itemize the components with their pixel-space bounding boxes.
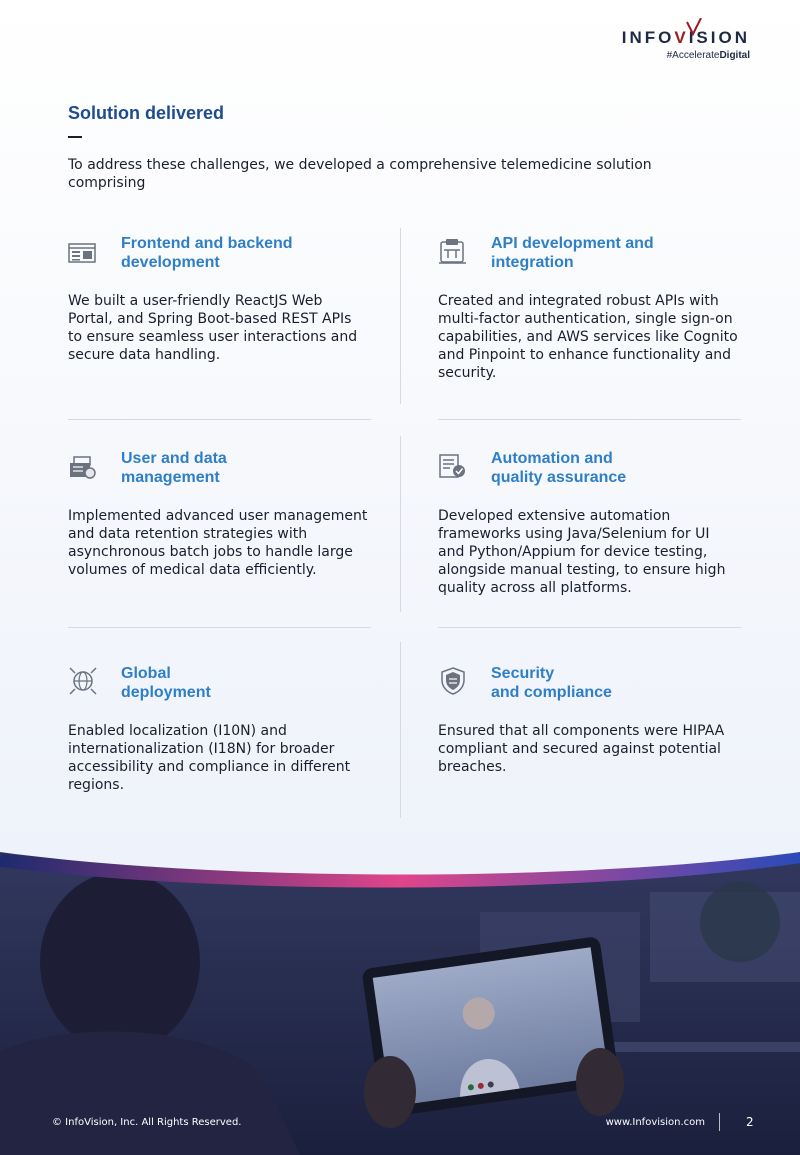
company-logo: [622, 28, 750, 61]
page-number: 2: [746, 1115, 754, 1129]
globe-icon: [68, 666, 98, 696]
grid-divider-horizontal: [68, 419, 371, 420]
logo-tagline: #AccelerateDigital: [666, 50, 750, 61]
telemedicine-photo: [0, 852, 800, 1155]
shield-icon: [438, 666, 468, 696]
section-title: Solution delivered: [68, 103, 225, 123]
web-portal-icon: [68, 236, 98, 266]
user-data-icon: [68, 451, 98, 481]
card-body: Implemented advanced user management and data retention strategies with asynchronous batch jobs to handle large volumes of medical data efficiently.: [68, 508, 368, 578]
grid-divider-vertical: [400, 642, 401, 818]
card-title: Frontend and backend development: [121, 235, 293, 271]
grid-divider-horizontal: [438, 627, 741, 628]
api-icon: [438, 236, 468, 266]
card-body: Developed extensive automation frameworks using Java/Selenium for UI and Python/Appium for device testing, alongside manual testing, to ensure high quality across all platforms.: [438, 508, 726, 596]
card-title: User and data management: [121, 450, 227, 486]
card-body: Ensured that all components were HIPAA compliant and secured against potential breaches.: [438, 723, 725, 775]
footer-copyright: © InfoVision, Inc. All Rights Reserved.: [52, 1117, 242, 1128]
grid-divider-vertical: [400, 228, 401, 404]
card-body: Created and integrated robust APIs with multi-factor authentication, single sign-on capabilities, and AWS services like Cognito and Pinpoint to enhance functionality and security.: [438, 293, 738, 381]
footer-website-link[interactable]: www.Infovision.com: [605, 1117, 705, 1128]
section-intro: To address these challenges, we developed a comprehensive telemedicine solution comprising: [68, 157, 652, 191]
card-title: Automation and quality assurance: [491, 450, 627, 486]
card-body: We built a user-friendly ReactJS Web Portal, and Spring Boot-based REST APIs to ensure seamless user interactions and secure data handling.: [68, 293, 358, 363]
grid-divider-horizontal: [68, 627, 371, 628]
logo-swoosh-icon: [685, 18, 703, 36]
footer-separator: [719, 1113, 720, 1131]
card-body: Enabled localization (I10N) and internationalization (I18N) for broader accessibility and compliance in different regions.: [68, 723, 351, 793]
card-title: Global deployment: [121, 665, 211, 701]
quality-assurance-icon: [438, 451, 468, 481]
grid-divider-vertical: [400, 436, 401, 612]
grid-divider-horizontal: [438, 419, 741, 420]
card-title: API development and integration: [491, 235, 654, 271]
title-underline: [68, 136, 82, 138]
card-title: Security and compliance: [491, 665, 612, 701]
logo-wordmark: INFOVISION: [622, 28, 750, 48]
